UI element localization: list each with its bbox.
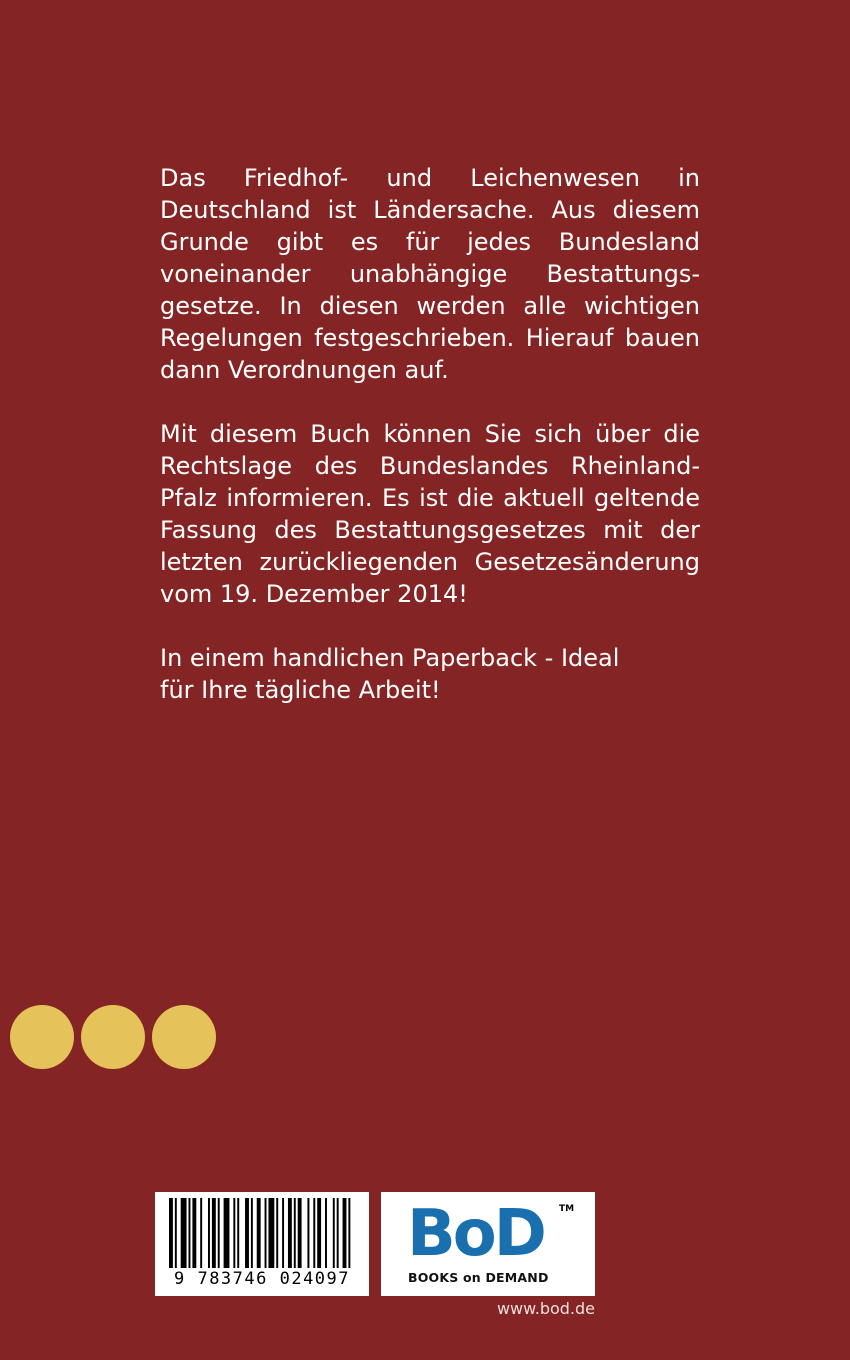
barcode-bar — [200, 1198, 202, 1268]
barcode-bar — [251, 1198, 253, 1268]
isbn-digits: 9 783746 024097 — [173, 1269, 351, 1289]
bod-logo-mark: BoD — [407, 1197, 544, 1271]
blurb-paragraph-1: Das Friedhof- und Leichenwesen in Deutschland ist Ländersache. Aus diesem Grunde gibt es für jedes Bundesland voneinander unabhängige Bestattungsgesetze. In diesen werden alle wichtigen Regelungen festgeschrieben. Hierauf bauen dann Verordnungen auf. — [160, 164, 700, 384]
dot-1 — [10, 1005, 74, 1069]
barcode-bar — [337, 1198, 339, 1268]
barcode-bar — [169, 1198, 173, 1268]
trademark-symbol: TM — [559, 1204, 575, 1214]
barcode-bar — [282, 1198, 284, 1268]
barcode-bar — [175, 1198, 177, 1268]
blurb-paragraph-2: Mit diesem Buch können Sie sich über die Rechtslage des Bundeslandes Rheinland-Pfalz informieren. Es ist die aktuell geltende Fassung des Bestattungsgesetzes mit der letzten zurückliegenden Gesetzesänderung vom 19. Dezember 2014! — [160, 420, 700, 608]
publisher-logo — [381, 1192, 595, 1296]
barcode-bar — [276, 1198, 278, 1268]
dot-3 — [152, 1005, 216, 1069]
barcode-bar — [257, 1198, 261, 1268]
barcode-bar — [208, 1198, 210, 1268]
barcode-bar — [212, 1198, 216, 1268]
publisher-website: www.bod.de — [496, 1299, 595, 1318]
barcode-bar — [237, 1198, 239, 1268]
barcode-bar — [333, 1198, 335, 1268]
barcode-bar — [288, 1198, 292, 1268]
decorative-dots — [10, 1005, 220, 1069]
barcode-bars — [169, 1198, 357, 1272]
barcode-bar — [181, 1198, 187, 1268]
bod-logo-tagline: BOOKS on DEMAND — [408, 1270, 549, 1285]
barcode-bar — [294, 1198, 296, 1268]
barcode-bar — [325, 1198, 327, 1268]
isbn-barcode — [155, 1192, 369, 1296]
barcode-bar — [317, 1198, 321, 1268]
dot-2 — [81, 1005, 145, 1069]
barcode-bar — [313, 1198, 315, 1268]
barcode-bar — [192, 1198, 196, 1268]
barcode-bar — [224, 1198, 230, 1268]
blurb-text — [160, 162, 700, 738]
barcode-bar — [189, 1198, 191, 1268]
barcode-bar — [307, 1198, 309, 1268]
barcode-bar — [348, 1198, 350, 1268]
barcode-bar — [233, 1198, 235, 1268]
barcode-bar — [298, 1198, 302, 1268]
barcode-bar — [245, 1198, 249, 1268]
barcode-bar — [265, 1198, 267, 1268]
barcode-bar — [343, 1198, 347, 1268]
barcode-bar — [218, 1198, 220, 1268]
barcode-bar — [268, 1198, 274, 1268]
blurb-paragraph-3: In einem handlichen Paperback - Ideal für Ihre tägliche Arbeit! — [160, 644, 620, 704]
